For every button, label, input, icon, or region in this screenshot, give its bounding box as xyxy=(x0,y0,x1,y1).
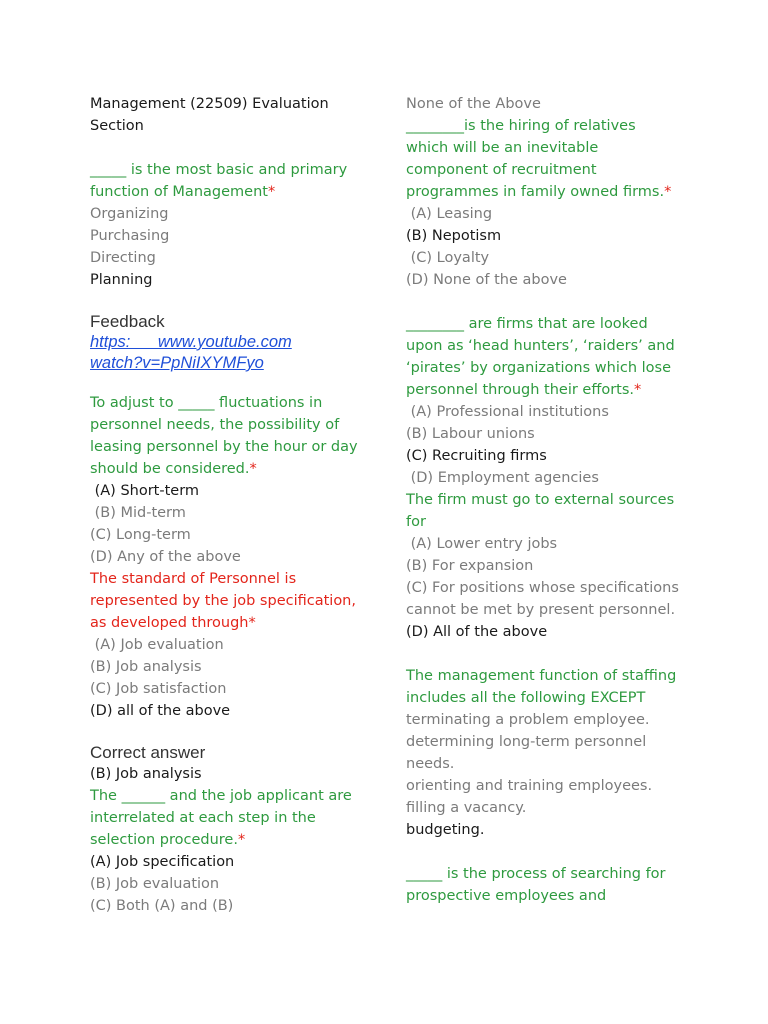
option[interactable]: (D) None of the above xyxy=(406,272,567,288)
option[interactable]: (B) Job evaluation xyxy=(90,876,220,892)
option[interactable]: Purchasing xyxy=(90,228,170,244)
title-line: Management (22509) Evaluation xyxy=(90,96,329,112)
option[interactable]: Directing xyxy=(90,250,156,266)
question-text: To adjust to _____ fluctuations in xyxy=(90,395,323,411)
required-asterisk: * xyxy=(249,461,257,477)
feedback-link[interactable]: https: www.youtube.com xyxy=(90,333,292,351)
question-text: ________is the hiring of relatives xyxy=(406,118,636,134)
option-selected[interactable]: Planning xyxy=(90,272,153,288)
question-8 xyxy=(406,665,696,841)
question-text: _____ is the most basic and primary xyxy=(90,162,348,178)
feedback-section xyxy=(90,311,380,374)
question-text: component of recruitment xyxy=(406,162,597,178)
option-selected[interactable]: (B) Nepotism xyxy=(406,228,502,244)
option[interactable]: needs. xyxy=(406,756,455,772)
question-text: personnel needs, the possibility of xyxy=(90,417,340,433)
left-column xyxy=(90,93,380,917)
question-text: prospective employees and xyxy=(406,888,607,904)
question-text: ________ are firms that are looked xyxy=(406,316,648,332)
option[interactable]: (D) Any of the above xyxy=(90,549,241,565)
option[interactable]: (C) Loyalty xyxy=(406,250,490,266)
question-1 xyxy=(90,159,380,291)
question-3 xyxy=(90,568,380,722)
question-text: programmes in family owned firms.* xyxy=(406,184,672,200)
option[interactable]: (B) Mid-term xyxy=(90,505,186,521)
question-text: The ______ and the job applicant are xyxy=(90,788,352,804)
required-asterisk: * xyxy=(634,382,642,398)
question-text: selection procedure.* xyxy=(90,832,246,848)
option[interactable]: (A) Leasing xyxy=(406,206,493,222)
correct-answer-heading: Correct answer xyxy=(90,743,206,762)
option-selected[interactable]: (C) Recruiting firms xyxy=(406,448,547,464)
question-text: leasing personnel by the hour or day xyxy=(90,439,358,455)
option[interactable]: (C) Both (A) and (B) xyxy=(90,898,234,914)
question-text: includes all the following EXCEPT xyxy=(406,690,646,706)
option-selected[interactable]: budgeting. xyxy=(406,822,485,838)
option-selected[interactable]: (A) Short-term xyxy=(90,483,200,499)
title-line: Section xyxy=(90,118,144,134)
question-text: upon as ‘head hunters’, ‘raiders’ and xyxy=(406,338,675,354)
question-text: ‘pirates’ by organizations which lose xyxy=(406,360,672,376)
option[interactable]: filling a vacancy. xyxy=(406,800,527,816)
option[interactable]: cannot be met by present personnel. xyxy=(406,602,676,618)
question-text: _____ is the process of searching for xyxy=(406,866,666,882)
question-text: should be considered.* xyxy=(90,461,257,477)
required-asterisk: * xyxy=(664,184,672,200)
option[interactable]: orienting and training employees. xyxy=(406,778,653,794)
question-text: personnel through their efforts.* xyxy=(406,382,642,398)
feedback-link[interactable]: watch?v=PpNiIXYMFyo xyxy=(90,354,264,372)
required-asterisk: * xyxy=(267,184,276,200)
question-4 xyxy=(90,785,380,917)
option[interactable]: determining long-term personnel xyxy=(406,734,647,750)
option-selected[interactable]: (A) Job specification xyxy=(90,854,235,870)
question-2 xyxy=(90,392,380,568)
question-5 xyxy=(406,115,696,291)
question-text: function of Management* xyxy=(90,184,276,200)
question-7 xyxy=(406,489,696,643)
feedback-heading: Feedback xyxy=(90,312,165,331)
required-asterisk: * xyxy=(248,615,256,631)
option-selected[interactable]: (D) All of the above xyxy=(406,624,548,640)
question-6 xyxy=(406,313,696,489)
option[interactable]: (A) Job evaluation xyxy=(90,637,224,653)
question-text: which will be an inevitable xyxy=(406,140,599,156)
option[interactable]: Organizing xyxy=(90,206,169,222)
option[interactable]: (B) Labour unions xyxy=(406,426,535,442)
option[interactable]: (A) Lower entry jobs xyxy=(406,536,558,552)
option[interactable]: (C) Job satisfaction xyxy=(90,681,227,697)
question-9 xyxy=(406,863,696,907)
correct-answer-section xyxy=(90,742,380,785)
document-title xyxy=(90,93,380,137)
question-text: interrelated at each step in the xyxy=(90,810,316,826)
question-text: as developed through* xyxy=(90,615,256,631)
option[interactable]: (B) For expansion xyxy=(406,558,534,574)
right-column xyxy=(406,93,696,907)
option[interactable]: None of the Above xyxy=(406,96,541,112)
question-text: The management function of staffing xyxy=(406,668,677,684)
option[interactable]: terminating a problem employee. xyxy=(406,712,650,728)
option[interactable]: (C) For positions whose specifications xyxy=(406,580,679,596)
required-asterisk: * xyxy=(237,832,246,848)
question-text: represented by the job specification, xyxy=(90,593,356,609)
option-selected[interactable]: (D) all of the above xyxy=(90,703,231,719)
option[interactable]: (D) Employment agencies xyxy=(406,470,599,486)
correct-answer-value: (B) Job analysis xyxy=(90,766,202,782)
option[interactable]: (B) Job analysis xyxy=(90,659,202,675)
option[interactable]: (A) Professional institutions xyxy=(406,404,609,420)
question-text: for xyxy=(406,514,426,530)
question-text: The standard of Personnel is xyxy=(90,571,297,587)
option[interactable]: (C) Long-term xyxy=(90,527,191,543)
question-text: The firm must go to external sources xyxy=(406,492,675,508)
